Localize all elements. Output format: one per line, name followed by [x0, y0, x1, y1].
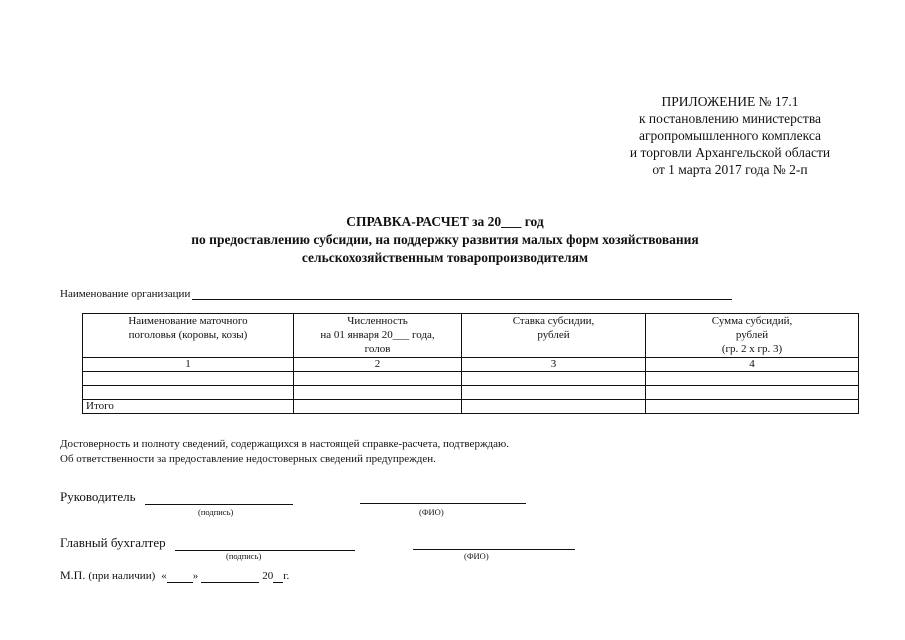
table-header-row	[83, 314, 859, 358]
signature-caption: (подпись)	[226, 551, 262, 561]
confirmation-text	[60, 437, 509, 467]
table-row	[83, 372, 859, 386]
column-number: 1	[83, 358, 294, 372]
day-field-line[interactable]	[167, 570, 193, 583]
accountant-name-line[interactable]	[413, 535, 575, 550]
header-cell: Сумма субсидий, рублей (гр. 2 х гр. 3)	[646, 314, 859, 358]
appendix-line: к постановлению министерства	[638, 111, 822, 126]
table-cell[interactable]	[462, 386, 646, 400]
year-suffix: г.	[283, 570, 290, 582]
stamp-date-row	[60, 568, 289, 583]
table-row	[83, 386, 859, 400]
column-number: 3	[462, 358, 646, 372]
title-line: по предоставлению субсидии, на поддержку развития малых форм хозяйствования	[191, 232, 699, 247]
head-label: Руководитель	[60, 489, 136, 504]
header-cell: Наименование маточного поголовья (коровы, козы)	[83, 314, 294, 358]
head-signature-line[interactable]	[145, 490, 293, 505]
table-cell[interactable]	[462, 400, 646, 414]
table-cell[interactable]	[646, 386, 859, 400]
table-cell[interactable]	[646, 372, 859, 386]
year-prefix: 20	[262, 570, 274, 582]
calculation-table	[82, 313, 859, 414]
table-cell[interactable]	[83, 386, 294, 400]
organization-label: Наименование организации	[60, 288, 191, 300]
appendix-block	[560, 93, 900, 178]
stamp-label: М.П.	[60, 568, 86, 582]
header-cell: Ставка субсидии, рублей	[462, 314, 646, 358]
column-number: 2	[294, 358, 462, 372]
title-line: сельскохозяйственным товаропроизводителям	[301, 250, 589, 265]
open-quote: «	[161, 570, 167, 582]
table-cell[interactable]	[294, 400, 462, 414]
header-cell: Численность на 01 января 20___ года, голов	[294, 314, 462, 358]
table-cell[interactable]	[294, 372, 462, 386]
organization-row	[60, 287, 732, 300]
table-cell[interactable]	[646, 400, 859, 414]
signature-caption: (подпись)	[198, 507, 234, 517]
accountant-signature-row	[60, 535, 355, 551]
confirmation-line: Об ответственности за предоставление недостоверных сведений предупрежден.	[60, 453, 436, 465]
month-field-line[interactable]	[201, 570, 259, 583]
accountant-label: Главный бухгалтер	[60, 535, 166, 550]
appendix-line: ПРИЛОЖЕНИЕ № 17.1	[661, 94, 799, 109]
table-number-row	[83, 358, 859, 372]
confirmation-line: Достоверность и полноту сведений, содержащихся в настоящей справке-расчета, подтверждаю.	[60, 438, 509, 450]
stamp-condition: (при наличии)	[88, 570, 156, 582]
table-total-row	[83, 400, 859, 414]
name-caption: (ФИО)	[464, 551, 489, 561]
head-signature-row	[60, 489, 293, 505]
title-line: СПРАВКА-РАСЧЕТ за 20___ год	[346, 214, 544, 229]
close-quote: »	[192, 570, 199, 582]
column-number: 4	[646, 358, 859, 372]
name-caption: (ФИО)	[419, 507, 444, 517]
total-label: Итого	[83, 400, 294, 414]
table-cell[interactable]	[462, 372, 646, 386]
table-cell[interactable]	[83, 372, 294, 386]
organization-field-line	[192, 287, 732, 300]
table-cell[interactable]	[294, 386, 462, 400]
year-field-line[interactable]	[273, 570, 283, 583]
appendix-line: от 1 марта 2017 года № 2-п	[652, 162, 808, 177]
document-title	[90, 213, 800, 267]
accountant-signature-line[interactable]	[175, 536, 355, 551]
appendix-line: и торговли Архангельской области	[629, 145, 831, 160]
head-name-line[interactable]	[360, 489, 526, 504]
appendix-line: агропромышленного комплекса	[639, 128, 821, 143]
